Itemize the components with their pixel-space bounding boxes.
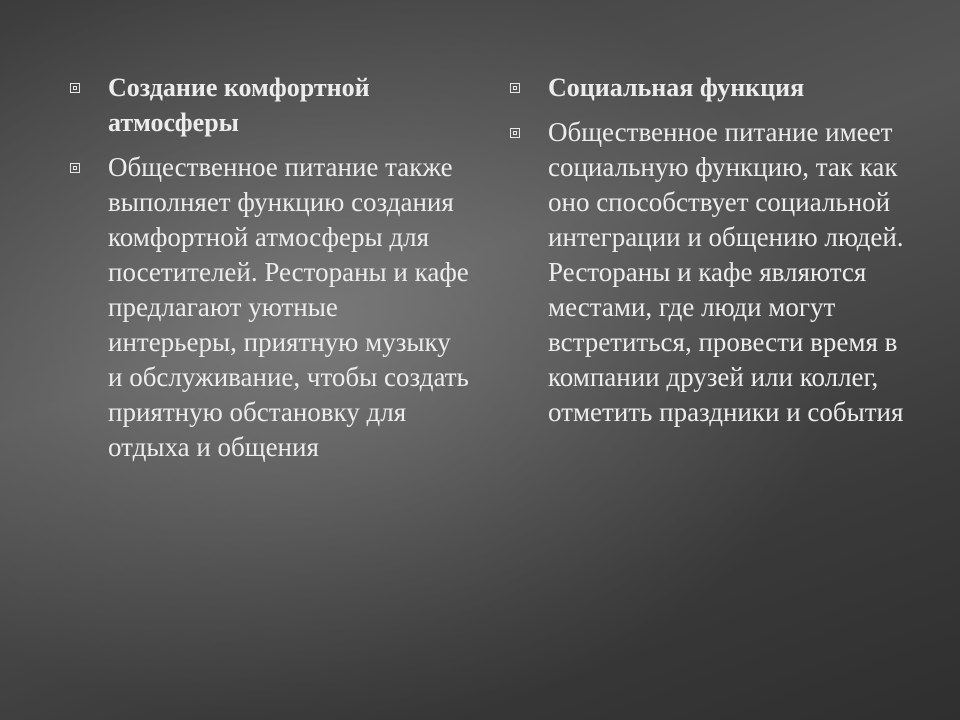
left-heading: Создание комфортной атмосферы (108, 73, 370, 137)
right-heading: Социальная функция (548, 73, 805, 102)
square-bullet-icon (70, 163, 80, 173)
square-bullet-icon (510, 83, 520, 93)
square-bullet-icon (70, 83, 80, 93)
left-column (70, 70, 470, 475)
left-body-item (70, 150, 470, 465)
left-heading-item (70, 70, 470, 140)
right-heading-item (510, 70, 920, 105)
right-column (510, 70, 920, 440)
left-body-text: Общественное питание также выполняет функцию создания комфортной атмосферы для посетителей. Рестораны и кафе предлагают уютные интерьеры, приятную музыку и обслуживание, чтобы создать приятную обстановку для отдыха и общения (108, 152, 469, 462)
right-body-text: Общественное питание имеет социальную функцию, так как оно способствует социальной интеграции и общению людей. Рестораны и кафе являются местами, где люди могут встретиться, провести время в компании друзей или коллег, отметить праздники и события (548, 117, 904, 427)
right-body-item (510, 115, 920, 430)
square-bullet-icon (510, 128, 520, 138)
